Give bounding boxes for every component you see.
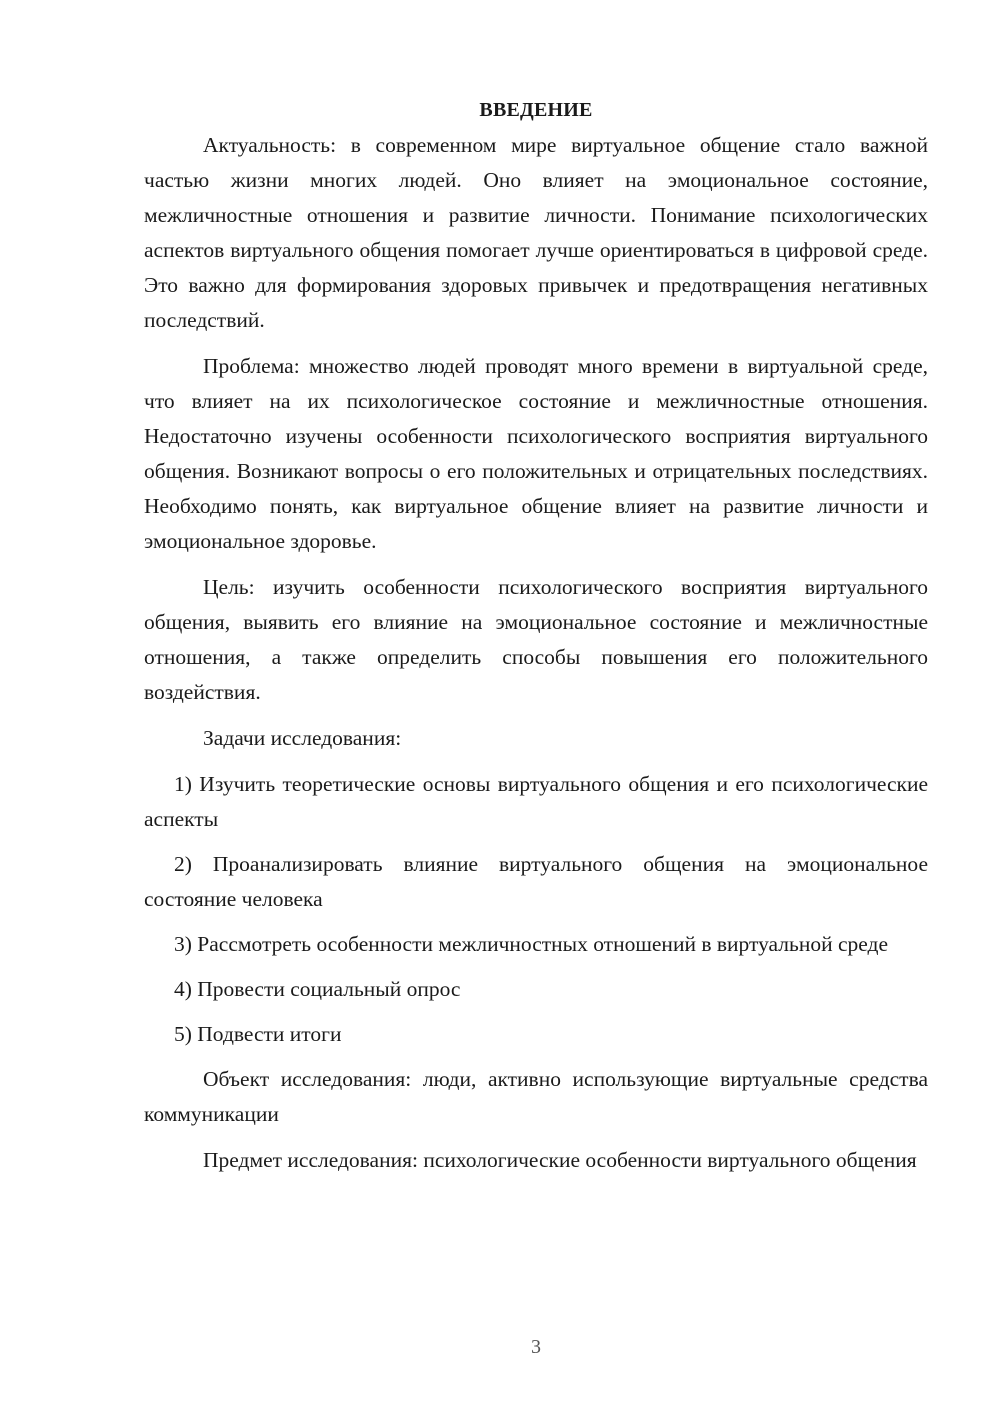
problem-paragraph: Проблема: множество людей проводят много времени в виртуальной среде, что влияет на их психологическое состояние и межличностные отношения. Недостаточно изучены особенности психологического восприятия виртуального общения. Возникают вопросы о его положительных и отрицательных последствиях. Необходимо понять, как виртуальное общение влияет на развитие личности и эмоциональное здоровье.: [144, 354, 928, 553]
page-title: ВВЕДЕНИЕ: [479, 99, 593, 121]
list-item: 3) Рассмотреть особенности межличностных отношений в виртуальной среде: [174, 932, 888, 956]
object-paragraph: Объект исследования: люди, активно использующие виртуальные средства коммуникации: [144, 1067, 928, 1126]
page-content: [144, 92, 928, 1189]
list-item: 4) Провести социальный опрос: [174, 977, 461, 1001]
list-item: 2) Проанализировать влияние виртуального общения на эмоциональное состояние человека: [144, 852, 928, 911]
relevance-paragraph: Актуальность: в современном мире виртуальное общение стало важной частью жизни многих людей. Оно влияет на эмоциональное состояние, межличностные отношения и развитие личности. Понимание психологических аспектов виртуального общения помогает лучше ориентироваться в цифровой среде. Это важно для формирования здоровых привычек и предотвращения негативных последствий.: [144, 133, 928, 332]
tasks-heading: Задачи исследования:: [203, 726, 402, 750]
tasks-list: [144, 767, 928, 1052]
page-number: 3: [531, 1336, 541, 1358]
list-item: 5) Подвести итоги: [174, 1022, 342, 1046]
goal-paragraph: Цель: изучить особенности психологического восприятия виртуального общения, выявить его влияние на эмоциональное состояние и межличностные отношения, а также определить способы повышения его положительного воздействия.: [144, 575, 928, 704]
list-item: 1) Изучить теоретические основы виртуального общения и его психологические аспекты: [144, 772, 928, 831]
subject-paragraph: Предмет исследования: психологические особенности виртуального общения: [203, 1148, 917, 1172]
